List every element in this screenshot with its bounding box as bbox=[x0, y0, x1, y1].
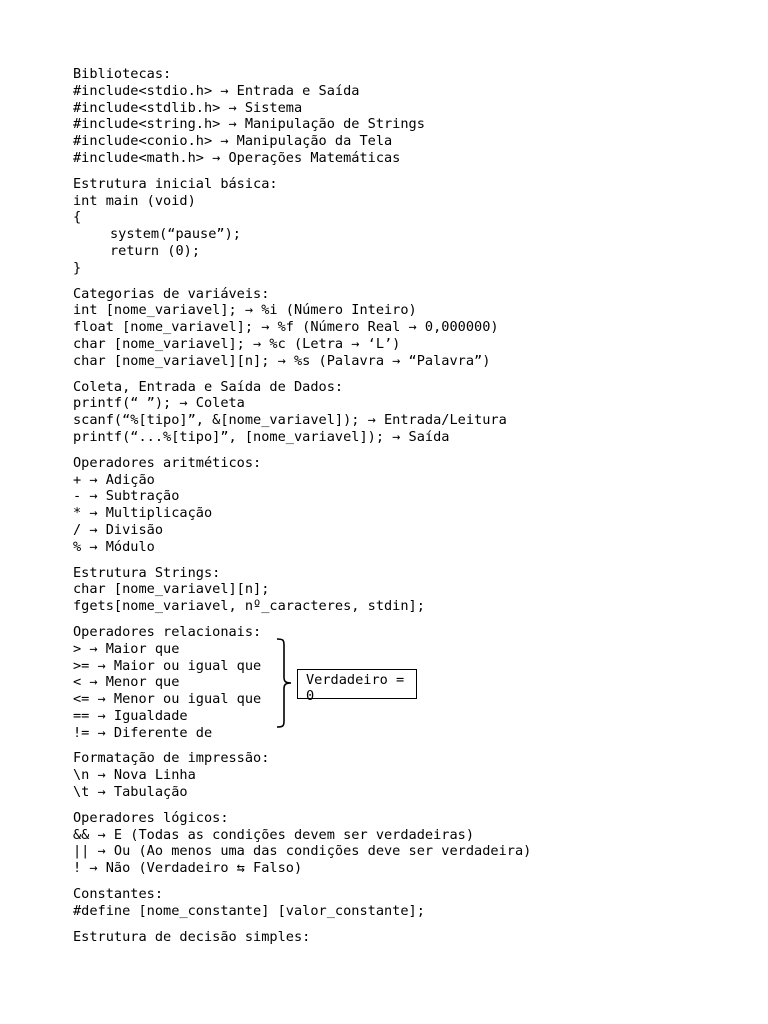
truth-value-box bbox=[297, 669, 417, 705]
code-line: { bbox=[73, 209, 82, 226]
io-section bbox=[73, 379, 713, 446]
code-line: system(“pause”); bbox=[110, 226, 241, 243]
operator-line: && → E (Todas as condições devem ser verdadeiras) bbox=[73, 826, 475, 843]
right-brace-icon bbox=[277, 638, 297, 728]
library-line: #include<stdlib.h> → Sistema bbox=[73, 99, 303, 116]
decision-section bbox=[73, 929, 713, 946]
document-body bbox=[73, 66, 713, 954]
section-heading: Formatação de impressão: bbox=[73, 750, 270, 767]
constants-section bbox=[73, 886, 713, 920]
logical-section bbox=[73, 810, 713, 877]
code-line: char [nome_variavel][n]; bbox=[73, 581, 270, 598]
io-line: printf(“...%[tipo]”, [nome_variavel]); → Saída bbox=[73, 428, 450, 445]
operator-line: - → Subtração bbox=[73, 488, 180, 505]
io-line: scanf(“%[tipo]”, &[nome_variavel]); → Entrada/Leitura bbox=[73, 412, 507, 429]
box-line: 0 bbox=[306, 688, 315, 705]
section-heading: Bibliotecas: bbox=[73, 66, 172, 82]
library-line: #include<math.h> → Operações Matemáticas bbox=[73, 149, 401, 166]
code-line: fgets[nome_variavel, nº_caracteres, stdin]; bbox=[73, 598, 425, 615]
operator-line: >= → Maior ou igual que bbox=[73, 657, 262, 674]
arithmetic-section bbox=[73, 455, 713, 556]
section-heading: Coleta, Entrada e Saída de Dados: bbox=[73, 378, 344, 395]
variable-line: char [nome_variavel][n]; → %s (Palavra → “Palavra”) bbox=[73, 352, 491, 369]
code-line: } bbox=[73, 259, 82, 276]
library-line: #include<conio.h> → Manipulação da Tela bbox=[73, 133, 393, 150]
libraries-section bbox=[73, 66, 713, 167]
basic-structure-section bbox=[73, 176, 713, 277]
library-line: #include<string.h> → Manipulação de Strings bbox=[73, 116, 425, 133]
code-line: return (0); bbox=[110, 242, 201, 259]
operator-line: || → Ou (Ao menos uma das condições deve ser verdadeira) bbox=[73, 843, 532, 860]
operator-line: > → Maior que bbox=[73, 640, 180, 657]
code-line: int main (void) bbox=[73, 192, 196, 209]
section-heading: Operadores aritméticos: bbox=[73, 454, 262, 471]
relational-section bbox=[73, 624, 713, 742]
section-heading: Categorias de variáveis: bbox=[73, 285, 270, 302]
operator-line: ! → Não (Verdadeiro ⇆ Falso) bbox=[73, 860, 303, 877]
section-heading: Operadores relacionais: bbox=[73, 623, 262, 640]
operator-line: / → Divisão bbox=[73, 521, 164, 538]
operator-line: == → Igualdade bbox=[73, 707, 188, 724]
section-heading: Estrutura de decisão simples: bbox=[73, 928, 311, 945]
library-line: #include<stdio.h> → Entrada e Saída bbox=[73, 82, 360, 99]
formatting-section bbox=[73, 750, 713, 800]
variable-line: int [nome_variavel]; → %i (Número Inteiro) bbox=[73, 302, 417, 319]
section-heading: Estrutura Strings: bbox=[73, 564, 221, 581]
section-heading: Constantes: bbox=[73, 886, 164, 903]
strings-section bbox=[73, 565, 713, 615]
operator-line: % → Módulo bbox=[73, 538, 155, 555]
format-line: \n → Nova Linha bbox=[73, 767, 196, 784]
operator-line: != → Diferente de bbox=[73, 724, 213, 741]
operator-line: + → Adição bbox=[73, 471, 155, 488]
box-line: Verdadeiro = bbox=[306, 671, 405, 688]
variables-section bbox=[73, 286, 713, 370]
variable-line: float [nome_variavel]; → %f (Número Real → 0,000000) bbox=[73, 319, 499, 336]
section-heading: Estrutura inicial básica: bbox=[73, 175, 278, 192]
operator-line: * → Multiplicação bbox=[73, 505, 213, 522]
variable-line: char [nome_variavel]; → %c (Letra → ‘L’) bbox=[73, 335, 401, 352]
format-line: \t → Tabulação bbox=[73, 784, 188, 801]
code-line: #define [nome_constante] [valor_constante]; bbox=[73, 902, 425, 919]
io-line: printf(“ ”); → Coleta bbox=[73, 395, 245, 412]
operator-line: < → Menor que bbox=[73, 674, 180, 691]
section-heading: Operadores lógicos: bbox=[73, 809, 229, 826]
operator-line: <= → Menor ou igual que bbox=[73, 691, 262, 708]
